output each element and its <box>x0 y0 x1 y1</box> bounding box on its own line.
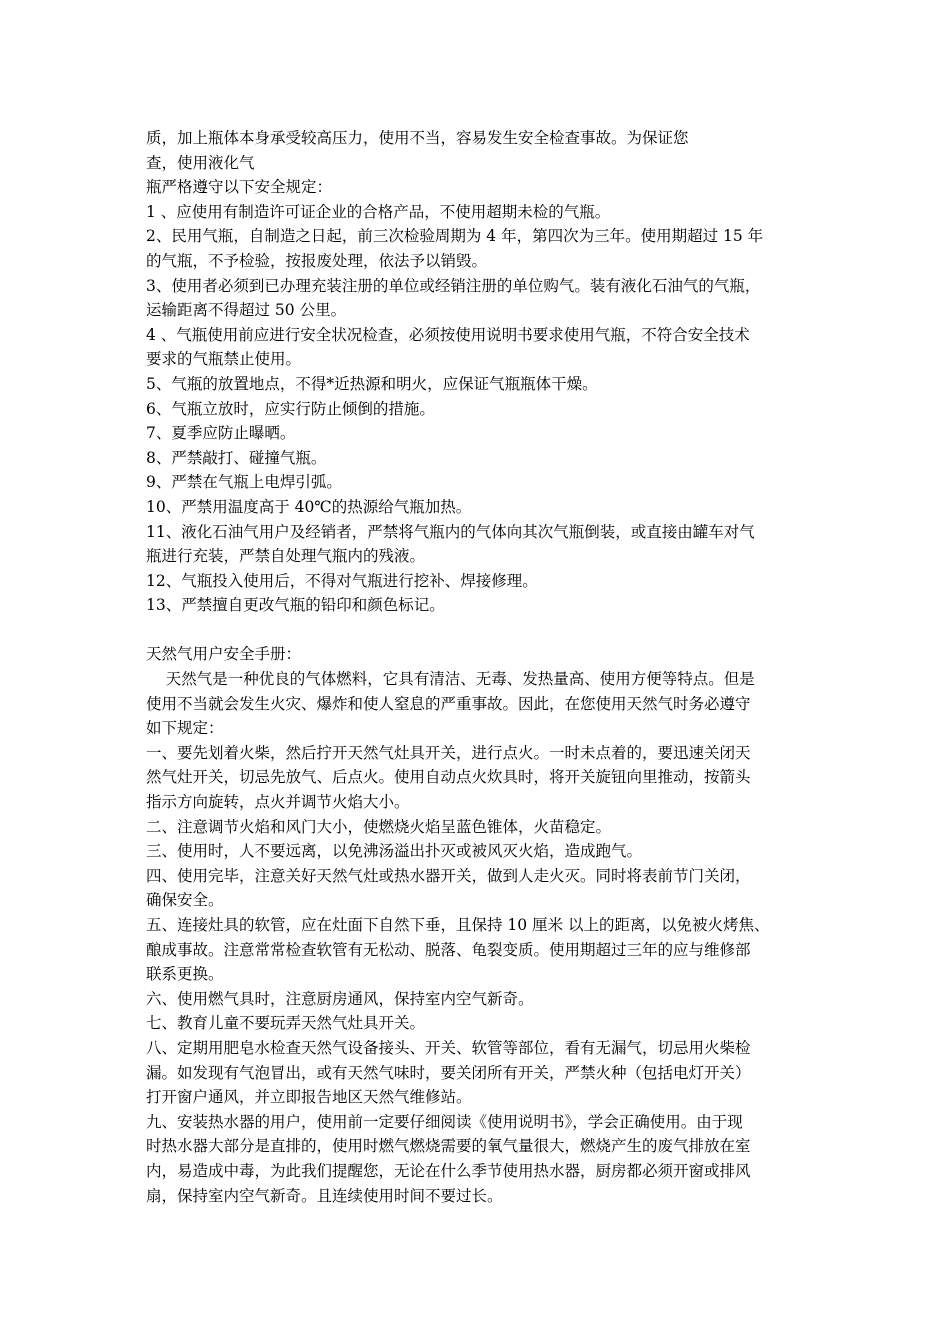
text-line: 指示方向旋转，点火并调节火焰大小。 <box>146 793 410 812</box>
rule-item-two: 二、注意调节火焰和风门大小，使燃烧火焰呈蓝色锥体，火苗稳定。 <box>146 817 612 836</box>
document-page <box>146 126 836 1208</box>
rule-item-3: 3、使用者必须到已办理充装注册的单位或经销注册的单位购气。装有液化石油气的气瓶， <box>146 276 761 295</box>
rule-item-three: 三、使用时，人不要远离，以免沸汤溢出扑灭或被风灭火焰，造成跑气。 <box>146 842 643 861</box>
rule-item-5: 5、气瓶的放置地点，不得*近热源和明火，应保证气瓶瓶体干燥。 <box>146 374 598 393</box>
rule-item-six: 六、使用燃气具时，注意厨房通风，保持室内空气新奇。 <box>146 989 534 1008</box>
rule-item-13: 13、严禁擅自更改气瓶的铅印和颜色标记。 <box>146 596 445 615</box>
rule-item-five: 五、连接灶具的软管，应在灶面下自然下垂，且保持 10 厘米 以上的距离，以免被火烤焦、 <box>146 916 770 934</box>
text-line: 运输距离不得超过 50 公里。 <box>146 301 347 320</box>
paragraph-gap <box>146 618 836 643</box>
rule-item-seven: 七、教育儿童不要玩弄天然气灶具开关。 <box>146 1014 426 1033</box>
text-line: 漏。如发现有气泡冒出，或有天然气味时，要关闭所有开关，严禁火种（包括电灯开关） <box>146 1063 751 1082</box>
rule-item-eight: 八、定期用肥皂水检查天然气设备接头、开关、软管等部位，看有无漏气，切忌用火柴检 <box>146 1038 751 1057</box>
section-heading: 天然气用户安全手册： <box>146 645 302 664</box>
rule-item-10: 10、严禁用温度高于 40℃的热源给气瓶加热。 <box>146 497 472 516</box>
text-line: 质，加上瓶体本身承受较高压力，使用不当，容易发生安全检查事故。为保证您 <box>146 129 689 147</box>
rule-item-nine: 九、安装热水器的用户，使用前一定要仔细阅读《使用说明书》，学会正确使用。由于现 <box>146 1112 743 1131</box>
text-line: 的气瓶，不予检验，按报废处理，依法予以销毁。 <box>146 251 488 270</box>
text-line: 扇，保持室内空气新奇。且连续使用时间不要过长。 <box>146 1186 503 1205</box>
natural-gas-manual-section <box>146 642 836 1208</box>
text-line: 联系更换。 <box>146 965 224 984</box>
text-line: 瓶严格遵守以下安全规定： <box>146 178 333 197</box>
rule-item-11: 11、液化石油气用户及经销者，严禁将气瓶内的气体向其次气瓶倒装，或直接由罐车对气 <box>146 522 755 541</box>
rule-item-9: 9、严禁在气瓶上电焊引弧。 <box>146 473 342 492</box>
rule-item-6: 6、气瓶立放时，应实行防止倾倒的措施。 <box>146 399 435 418</box>
text-line: 天然气是一种优良的气体燃料，它具有清洁、无毒、发热量高、使用方便等特点。但是 <box>146 670 755 689</box>
text-line: 查，使用液化气 <box>146 153 255 172</box>
text-line: 确保安全。 <box>146 891 224 910</box>
rule-item-4: 4 、气瓶使用前应进行安全状况检查，必须按使用说明书要求使用气瓶，不符合安全技术 <box>146 325 750 344</box>
text-line: 要求的气瓶禁止使用。 <box>146 350 302 369</box>
rule-item-2: 2、民用气瓶，自制造之日起，前三次检验周期为 4 年，第四次为三年。使用期超过 15 年 <box>146 227 764 246</box>
rule-item-7: 7、夏季应防止曝晒。 <box>146 424 296 443</box>
rule-item-four: 四、使用完毕，注意关好天然气灶或热水器开关，做到人走火灭。同时将表前节门关闭， <box>146 866 751 885</box>
rule-item-12: 12、气瓶投入使用后，不得对气瓶进行挖补、焊接修理。 <box>146 571 538 590</box>
rule-item-8: 8、严禁敲打、碰撞气瓶。 <box>146 448 327 467</box>
text-line: 时热水器大部分是直排的，使用时燃气燃烧需要的氧气量很大，燃烧产生的废气排放在室 <box>146 1137 751 1156</box>
text-line: 酿成事故。注意常常检查软管有无松动、脱落、龟裂变质。使用期超过三年的应与维修部 <box>146 940 751 959</box>
gas-cylinder-rules-section <box>146 126 836 618</box>
text-line: 内，易造成中毒，为此我们提醒您，无论在什么季节使用热水器，厨房都必须开窗或排风 <box>146 1161 751 1180</box>
text-line: 然气灶开关，切忌先放气、后点火。使用自动点火炊具时，将开关旋钮向里推动，按箭头 <box>146 768 751 787</box>
rule-item-one: 一、要先划着火柴，然后拧开天然气灶具开关，进行点火。一时未点着的，要迅速关闭天 <box>146 743 751 762</box>
rule-item-1: 1 、应使用有制造许可证企业的合格产品，不使用超期未检的气瓶。 <box>146 202 611 221</box>
text-line: 如下规定： <box>146 719 224 738</box>
text-line: 打开窗户通风，并立即报告地区天然气维修站。 <box>146 1088 472 1107</box>
text-line: 瓶进行充装，严禁自处理气瓶内的残液。 <box>146 547 426 566</box>
text-line: 使用不当就会发生火灾、爆炸和使人窒息的严重事故。因此，在您使用天然气时务必遵守 <box>146 694 751 713</box>
